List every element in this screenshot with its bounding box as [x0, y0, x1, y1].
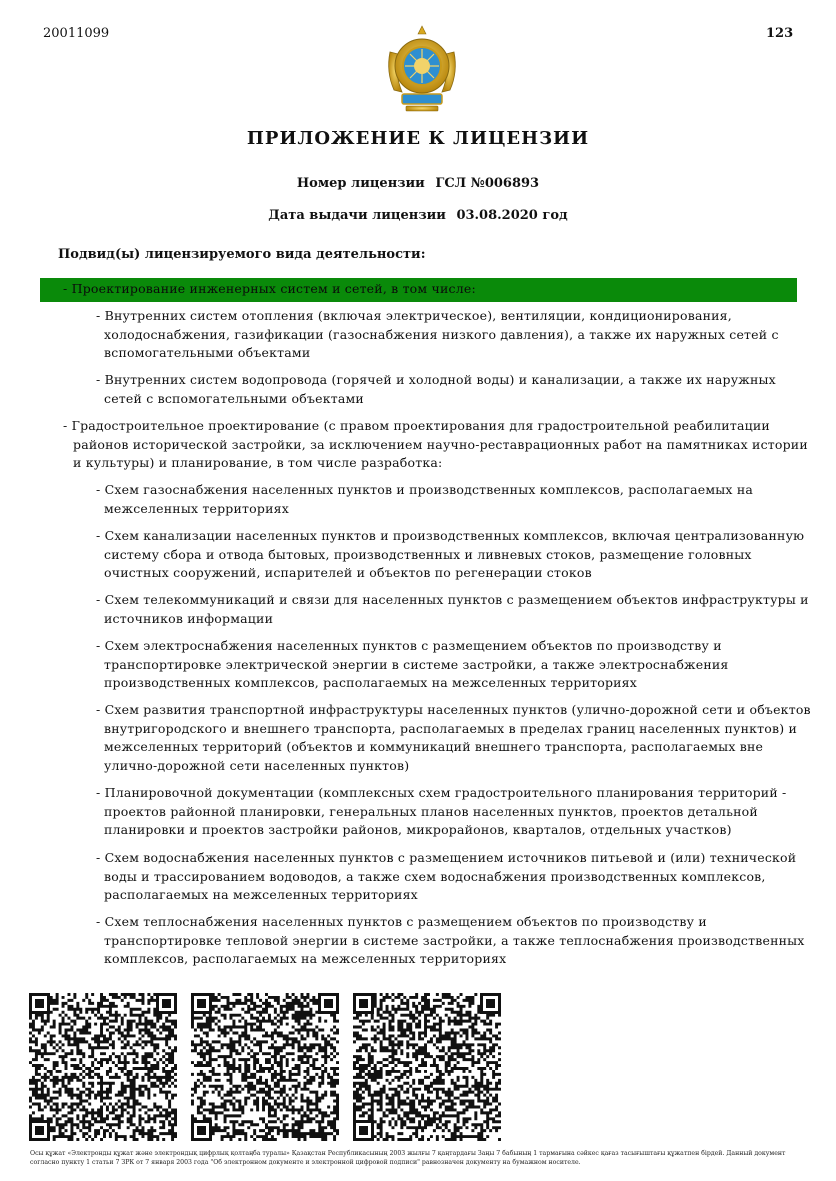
- qr-code-icon: [353, 993, 501, 1141]
- subtypes-heading: Подвид(ы) лицензируемого вида деятельности:: [58, 247, 426, 262]
- issue-date-line: [0, 208, 836, 223]
- list-item-power-supply-schemes: - Схем электроснабжения населенных пунктов с размещением объектов по производству и транспортировке электрической энергии в системе застройки, а также электроснабжения производственных комплексов, располагаемых на межселенных территориях: [96, 638, 729, 690]
- legal-footer-note: Осы құжат «Электронды құжат және электрондық цифрлық қолтаңба туралы» Қазақстан Республикасының 2003 жылғы 7 қаңтардағы Заңы 7 бабының 1 тармағына сәйкес қағаз тасығыштағы құжатпен бірдей. Данный документ согласно пункту 1 статьи 7 ЗРК от 7 января 2003 года "Об электронном документе и электронной цифровой подписи" равнозначен документу на бумажном носителе.: [30, 1150, 786, 1166]
- license-number-label: Номер лицензии: [296, 176, 425, 191]
- list-item-transport-schemes: - Схем развития транспортной инфраструктуры населенных пунктов (улично-дорожной сети и объектов внутригородского и внешнего транспорта, располагаемых в пределах границ населенных пунктов) и межселенных территорий (объектов и коммуникаций внешнего транспорта, располагаемых вне улично-дорожной сети населенных пунктов): [96, 702, 811, 773]
- list-item-heating-ventilation: - Внутренних систем отопления (включая электрическое), вентиляции, кондиционирования, холодоснабжения, газификации (газоснабжения низкого давления), а также их наружных сетей с вспомогательными объектами: [96, 308, 779, 360]
- issue-date-label: Дата выдачи лицензии: [268, 208, 446, 223]
- list-item-sewerage-schemes: - Схем канализации населенных пунктов и производственных комплексов, включая централизованную систему сбора и отвода бытовых, производственных и ливневых стоков, размещение головных очистных сооружений, испарителей и объектов по регенерации стоков: [96, 528, 805, 580]
- list-item-water-supply-schemes: - Схем водоснабжения населенных пунктов с размещением источников питьевой и (или) технической воды и трассированием водоводов, а также схем водоснабжения производственных комплексов, располагаемых на межселенных территориях: [96, 850, 797, 902]
- list-item-heat-supply-schemes: - Схем теплоснабжения населенных пунктов с размещением объектов по производству и транспортировке тепловой энергии в системе застройки, а также теплоснабжения производственных комплексов, располагаемых на межселенных территориях: [96, 914, 805, 966]
- list-item-gas-supply-schemes: - Схем газоснабжения населенных пунктов и производственных комплексов, располагаемых на межселенных территориях: [96, 482, 754, 516]
- qr-code-icon: [191, 993, 339, 1141]
- page-number: 123: [766, 26, 794, 41]
- document-number: 20011099: [43, 26, 110, 41]
- state-emblem-icon: [384, 22, 460, 114]
- list-item-planning-documentation: - Планировочной документации (комплексных схем градостроительного планирования территорий - проектов районной планировки, генеральных планов населенных пунктов, проектов детальной планировки и проектов застройки районов, микрорайонов, кварталов, отдельных участков): [96, 785, 787, 837]
- list-item-engineering-systems: - Проектирование инженерных систем и сетей, в том числе:: [63, 281, 476, 296]
- qr-code-icon: [29, 993, 177, 1141]
- license-number-line: [0, 176, 836, 191]
- list-item-water-supply-sewerage: - Внутренних систем водопровода (горячей и холодной воды) и канализации, а также их наружных сетей с вспомогательными объектами: [96, 372, 776, 406]
- issue-date-value: 03.08.2020 год: [456, 208, 568, 223]
- list-item-telecom-schemes: - Схем телекоммуникаций и связи для населенных пунктов с размещением объектов инфраструктуры и источников информации: [96, 592, 809, 626]
- list-item-urban-planning: - Градостроительное проектирование (с правом проектирования для градостроительной реабилитации районов исторической застройки, за исключением научно-реставрационных работ на памятниках истории и культуры) и планирование, в том числе разработка:: [63, 418, 808, 470]
- page-title: ПРИЛОЖЕНИЕ К ЛИЦЕНЗИИ: [246, 128, 590, 149]
- license-number-value: ГСЛ №006893: [435, 176, 540, 191]
